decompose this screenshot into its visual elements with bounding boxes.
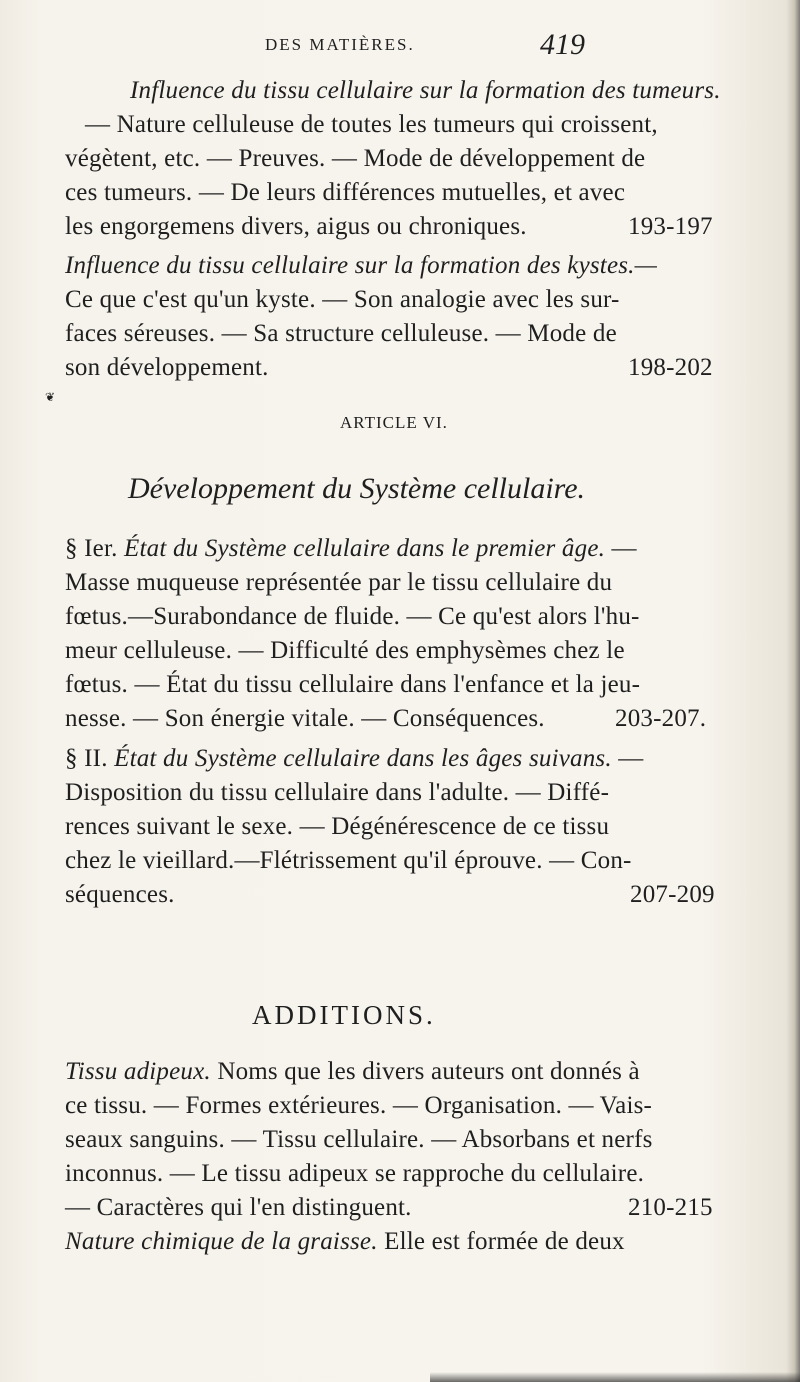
- book-page: DES MATIÈRES. 419 ❦ Influence du tissu cellulaire sur la formation des tumeurs. — Nature celluleuse de toutes les tumeurs qui croissent, végètent, etc. — Preuves. — Mode de développement de ces tumeurs. — De leurs différences mutuelles, et avec les engorgemens divers, aigus ou chroniques. 193-197 Influence du tissu cellulaire sur la formation des kystes.— Ce que c'est qu'un kyste. — Son analogie avec les sur- faces séreuses. — Sa structure celluleuse. — Mode de son développement. 198-202 ARTICLE VI. Développement du Système cellulaire. § Ier. État du Système cellulaire dans le premier âge. — Masse muqueuse représentée par le tissu cellulaire du fœtus.—Surabondance de fluide. — Ce qu'est alors l'hu- meur celluleuse. — Difficulté des emphysèmes chez le fœtus. — État du tissu cellulaire dans l'enfance et la jeu- nesse. — Son énergie vitale. — Conséquences. 203-207. § II. État du Système cellulaire dans les âges suivans. — Disposition du tissu cellulaire dans l'adulte. — Diffé- rences suivant le sexe. — Dégénérescence de ce tissu chez le vieillard.—Flétrissement qu'il éprouve. — Con- séquences. 207-209 ADDITIONS. Tissu adipeux. Noms que les divers auteurs ont donnés à ce tissu. — Formes extérieures. — Organisation. — Vais- seaux sanguins. — Tissu cellulaire. — Absorbans et nerfs inconnus. — Le tissu adipeux se rapproche du cellulaire. — Caractères qui l'en distinguent. 210-215 Nature chimique de la graisse. Elle est formée de deux: [0, 0, 800, 1382]
- ink-spot-mark: ❦: [45, 390, 56, 404]
- page-range: 207-209: [630, 881, 715, 908]
- section-title: Développement du Système cellulaire.: [128, 472, 586, 505]
- page-bottom-shadow: [430, 1372, 800, 1382]
- additions-heading: ADDITIONS.: [252, 1000, 436, 1030]
- page-number: 419: [540, 28, 585, 61]
- page-range: 210-215: [628, 1194, 713, 1221]
- article-heading: ARTICLE VI.: [340, 413, 448, 432]
- page-range: 198-202: [628, 354, 713, 381]
- running-header: DES MATIÈRES.: [265, 35, 415, 54]
- page-range: 203-207.: [615, 705, 707, 732]
- page-edge-shadow: [786, 0, 800, 1382]
- page-range: 193-197: [628, 213, 713, 240]
